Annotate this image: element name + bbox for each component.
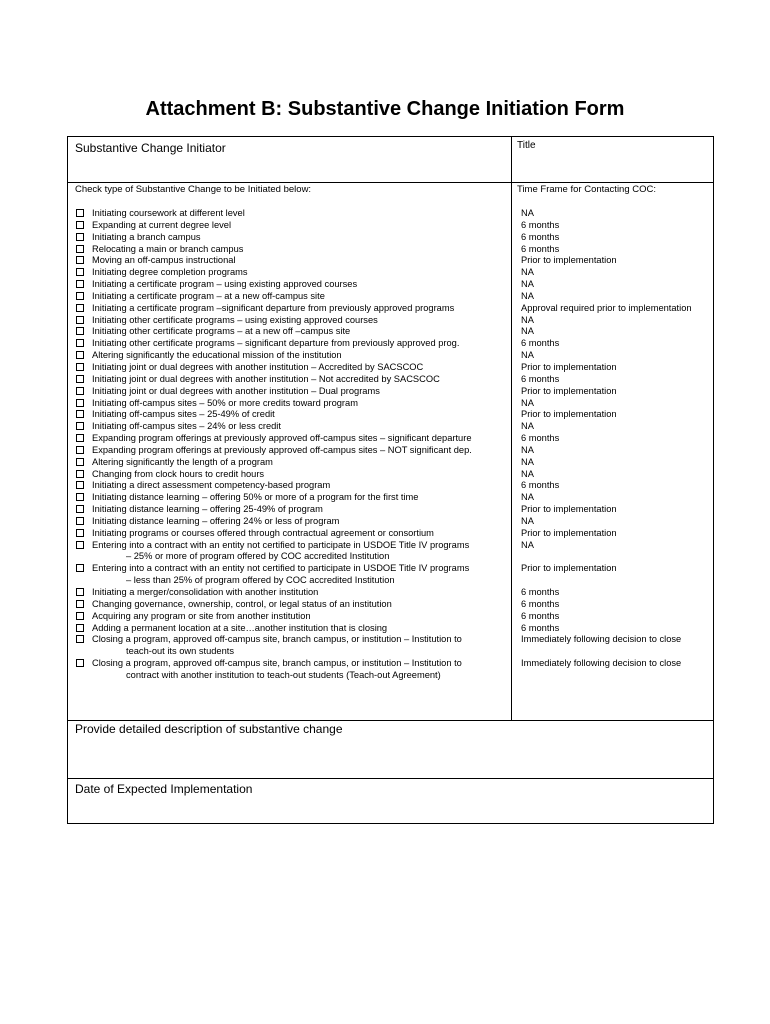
change-option[interactable] — [74, 504, 511, 516]
checkbox[interactable] — [76, 387, 84, 395]
checkbox[interactable] — [76, 481, 84, 489]
change-option-label: Changing governance, ownership, control, or legal status of an institution — [92, 598, 392, 609]
timeframe-value: 6 months — [521, 338, 560, 349]
timeframe-value: Prior to implementation — [521, 255, 617, 266]
change-option-label: Initiating joint or dual degrees with another institution – Accredited by SACSCOC — [92, 361, 424, 372]
checkbox[interactable] — [76, 245, 84, 253]
checkbox[interactable] — [76, 209, 84, 217]
column-divider — [511, 137, 512, 720]
change-type-list — [74, 208, 511, 682]
change-option[interactable] — [74, 220, 511, 232]
change-option[interactable] — [74, 492, 511, 504]
timeframe-value: 6 months — [521, 243, 560, 254]
change-option-label: Initiating joint or dual degrees with another institution – Dual programs — [92, 385, 380, 396]
checkbox[interactable] — [76, 612, 84, 620]
divider — [68, 778, 713, 779]
change-option[interactable] — [74, 362, 511, 374]
change-option-label: Closing a program, approved off-campus site, branch campus, or institution – Institution to — [92, 634, 462, 645]
checkbox[interactable] — [76, 446, 84, 454]
checkbox[interactable] — [76, 588, 84, 596]
check-header: Check type of Substantive Change to be Initiated below: — [75, 184, 312, 195]
change-option-label: Initiating coursework at different level — [92, 208, 245, 218]
timeframe-value: NA — [521, 208, 534, 218]
change-option[interactable] — [74, 291, 511, 303]
change-option[interactable] — [74, 244, 511, 256]
timeframe-value: NA — [521, 456, 534, 467]
change-option-label: Initiating off-campus sites – 50% or more credits toward program — [92, 397, 358, 408]
change-option-label: Initiating distance learning – offering 24% or less of program — [92, 515, 340, 526]
timeframe-value: NA — [521, 314, 534, 325]
change-option-label: Initiating a direct assessment competency-based program — [92, 480, 331, 491]
timeframe-spacer — [521, 646, 692, 658]
change-option[interactable] — [74, 409, 511, 421]
checkbox[interactable] — [76, 375, 84, 383]
change-option-label: Entering into a contract with an entity not certified to participate in USDOE Title IV programs — [92, 563, 470, 574]
change-option-label: Expanding program offerings at previously approved off-campus sites – NOT significant dep. — [92, 444, 472, 455]
timeframe-spacer — [521, 575, 692, 587]
change-option[interactable] — [74, 457, 511, 469]
description-label: Provide detailed description of substantive change — [75, 722, 343, 736]
timeframe-value: 6 months — [521, 587, 560, 597]
change-option-label-continued: teach-out its own students — [126, 646, 235, 657]
checkbox[interactable] — [76, 659, 84, 667]
change-option-label: Adding a permanent location at a site…another institution that is closing — [92, 622, 388, 633]
checkbox[interactable] — [76, 304, 84, 312]
timeframe-value: NA — [521, 326, 534, 337]
change-option-label: Initiating a certificate program – using existing approved courses — [92, 279, 358, 290]
change-option-label: Initiating other certificate programs – significant departure from previously approved prog. — [92, 338, 460, 349]
change-option-label: Expanding at current degree level — [92, 219, 232, 230]
timeframe-value: 6 months — [521, 622, 560, 633]
change-option[interactable] — [74, 255, 511, 267]
change-option[interactable] — [74, 279, 511, 291]
timeframe-list — [521, 208, 692, 682]
checkbox[interactable] — [76, 434, 84, 442]
timeframe-value: Prior to implementation — [521, 504, 617, 515]
change-option[interactable] — [74, 350, 511, 362]
change-option[interactable] — [74, 267, 511, 279]
timeframe-value: NA — [521, 468, 534, 479]
change-option-label: Initiating distance learning – offering 25-49% of program — [92, 504, 323, 515]
checkbox[interactable] — [76, 541, 84, 549]
change-option-label: Initiating a certificate program – at a new off-campus site — [92, 290, 325, 301]
timeframe-value: Immediately following decision to close — [521, 658, 682, 669]
change-option[interactable] — [74, 623, 511, 635]
change-option[interactable] — [74, 445, 511, 457]
title-label: Title — [517, 140, 536, 151]
timeframe-value: 6 months — [521, 219, 560, 230]
checkbox[interactable] — [76, 422, 84, 430]
timeframe-value: 6 months — [521, 480, 560, 491]
timeframe-value: NA — [521, 539, 534, 550]
change-option-label-continued: – 25% or more of program offered by COC accredited Institution — [126, 551, 390, 562]
timeframe-header: Time Frame for Contacting COC: — [517, 184, 657, 195]
timeframe-value: 6 months — [521, 373, 560, 384]
change-option[interactable] — [74, 208, 511, 220]
checkbox[interactable] — [76, 268, 84, 276]
checkbox[interactable] — [76, 351, 84, 359]
change-option-label: Expanding program offerings at previously approved off-campus sites – significant departure — [92, 433, 472, 444]
timeframe-value: Prior to implementation — [521, 409, 617, 420]
change-option[interactable] — [74, 386, 511, 398]
change-option-label: Initiating off-campus sites – 25-49% of credit — [92, 409, 275, 420]
timeframe-value: Prior to implementation — [521, 361, 617, 372]
checkbox[interactable] — [76, 399, 84, 407]
change-option[interactable] — [74, 611, 511, 623]
timeframe-value: NA — [521, 350, 534, 361]
change-option[interactable] — [74, 421, 511, 433]
change-option[interactable] — [74, 338, 511, 350]
checkbox[interactable] — [76, 600, 84, 608]
change-option[interactable] — [74, 587, 511, 599]
change-option-label: Changing from clock hours to credit hours — [92, 468, 265, 479]
change-option-label: Initiating a certificate program –significant departure from previously approved programs — [92, 302, 455, 313]
timeframe-spacer — [521, 551, 692, 563]
timeframe-value: 6 months — [521, 231, 560, 242]
checkbox[interactable] — [76, 256, 84, 264]
timeframe-value: NA — [521, 290, 534, 301]
checkbox[interactable] — [76, 529, 84, 537]
change-option-label: Initiating distance learning – offering 50% or more of a program for the first time — [92, 492, 419, 503]
timeframe-spacer — [521, 670, 692, 682]
checkbox[interactable] — [76, 517, 84, 525]
checkbox[interactable] — [76, 339, 84, 347]
checkbox[interactable] — [76, 635, 84, 643]
change-option-label: Initiating other certificate programs – using existing approved courses — [92, 314, 378, 325]
change-option-label: Initiating joint or dual degrees with another institution – Not accredited by SACSCOC — [92, 373, 440, 384]
checkbox[interactable] — [76, 292, 84, 300]
timeframe-value: NA — [521, 397, 534, 408]
change-option[interactable] — [74, 634, 511, 658]
timeframe-value: NA — [521, 492, 534, 503]
timeframe-value: Prior to implementation — [521, 385, 617, 396]
change-option[interactable] — [74, 528, 511, 540]
checkbox[interactable] — [76, 280, 84, 288]
change-option[interactable] — [74, 480, 511, 492]
divider — [68, 182, 713, 183]
timeframe-value: Approval required prior to implementation — [521, 302, 692, 313]
change-option[interactable] — [74, 433, 511, 445]
timeframe-value: NA — [521, 421, 534, 432]
change-option-label-continued: contract with another institution to teach-out students (Teach-out Agreement) — [126, 669, 441, 680]
change-option[interactable] — [74, 563, 511, 587]
checkbox[interactable] — [76, 410, 84, 418]
checkbox[interactable] — [76, 327, 84, 335]
checkbox[interactable] — [76, 221, 84, 229]
change-option-label: Altering significantly the educational mission of the institution — [92, 350, 342, 361]
change-option-label: Initiating programs or courses offered through contractual agreement or consortium — [92, 527, 434, 538]
change-option-label: Entering into a contract with an entity not certified to participate in USDOE Title IV programs — [92, 539, 470, 550]
checkbox[interactable] — [76, 458, 84, 466]
timeframe-value: NA — [521, 267, 534, 278]
change-option-label: Initiating off-campus sites – 24% or less credit — [92, 421, 281, 432]
timeframe-value: 6 months — [521, 598, 560, 609]
change-option[interactable] — [74, 315, 511, 327]
page-title: Attachment B: Substantive Change Initiation Form — [145, 98, 625, 120]
checkbox[interactable] — [76, 493, 84, 501]
checkbox[interactable] — [76, 316, 84, 324]
timeframe-value: Prior to implementation — [521, 563, 617, 574]
timeframe-value: Prior to implementation — [521, 527, 617, 538]
change-option-label: Initiating degree completion programs — [92, 267, 248, 278]
change-option[interactable] — [74, 516, 511, 528]
change-option-label: Acquiring any program or site from another institution — [92, 610, 311, 621]
checkbox[interactable] — [76, 564, 84, 572]
change-option-label: Initiating a branch campus — [92, 231, 201, 242]
timeframe-value: NA — [521, 279, 534, 290]
change-option-label: Initiating other certificate programs – at a new off –campus site — [92, 326, 351, 337]
change-option[interactable] — [74, 469, 511, 481]
change-option[interactable] — [74, 374, 511, 386]
checkbox[interactable] — [76, 233, 84, 241]
change-option-label-continued: – less than 25% of program offered by COC accredited Institution — [126, 575, 395, 586]
timeframe-value: NA — [521, 444, 534, 455]
timeframe-value: NA — [521, 515, 534, 526]
divider — [68, 720, 713, 721]
timeframe-value: 6 months — [521, 610, 560, 621]
change-option[interactable] — [74, 540, 511, 564]
date-label: Date of Expected Implementation — [75, 782, 253, 796]
checkbox[interactable] — [76, 505, 84, 513]
initiator-label: Substantive Change Initiator — [75, 141, 226, 155]
change-option[interactable] — [74, 232, 511, 244]
change-option[interactable] — [74, 398, 511, 410]
change-option-label: Closing a program, approved off-campus site, branch campus, or institution – Institution to — [92, 658, 462, 669]
change-option-label: Initiating a merger/consolidation with another institution — [92, 587, 319, 597]
change-initiation-form — [67, 136, 714, 824]
timeframe-value: 6 months — [521, 433, 560, 444]
change-option[interactable] — [74, 326, 511, 338]
checkbox[interactable] — [76, 363, 84, 371]
change-option[interactable] — [74, 303, 511, 315]
change-option-label: Relocating a main or branch campus — [92, 243, 244, 254]
timeframe-value: Immediately following decision to close — [521, 634, 682, 645]
change-option[interactable] — [74, 599, 511, 611]
checkbox[interactable] — [76, 624, 84, 632]
change-option-label: Moving an off-campus instructional — [92, 255, 236, 266]
checkbox[interactable] — [76, 470, 84, 478]
change-option-label: Altering significantly the length of a program — [92, 456, 273, 467]
change-option[interactable] — [74, 658, 511, 682]
